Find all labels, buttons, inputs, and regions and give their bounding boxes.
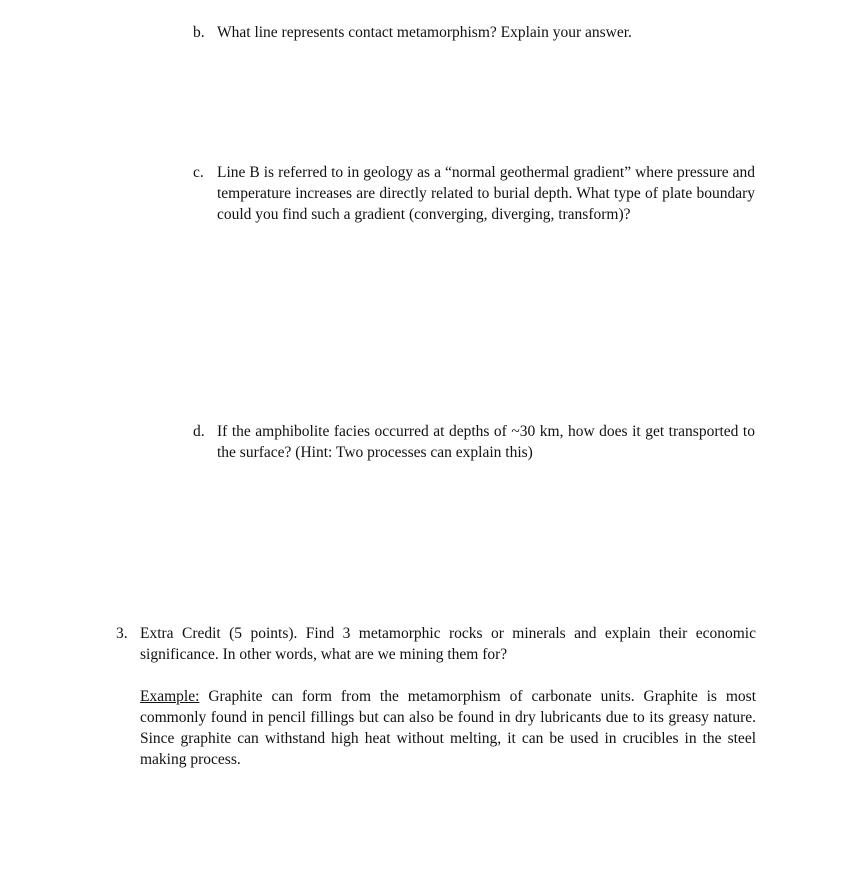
question-c-label: c. xyxy=(193,164,204,181)
question-b-label: b. xyxy=(193,24,205,41)
question-3-text: Extra Credit (5 points). Find 3 metamorphic rocks or minerals and explain their economic significance. In other words, what are we mining them for? xyxy=(140,625,756,663)
question-3-label: 3. xyxy=(116,625,128,642)
question-d-text: If the amphibolite facies occurred at depths of ~30 km, how does it get transported to the surface? (Hint: Two processes can explain this) xyxy=(217,423,755,461)
question-b xyxy=(193,22,763,43)
example-paragraph xyxy=(140,686,756,770)
question-c-text: Line B is referred to in geology as a “normal geothermal gradient” where pressure and temperature increases are directly related to burial depth. What type of plate boundary could you find such a gradient (converging, diverging, transform)? xyxy=(217,164,755,223)
example-label: Example: xyxy=(140,688,200,705)
question-d xyxy=(193,421,755,463)
question-d-label: d. xyxy=(193,423,205,440)
question-b-text: What line represents contact metamorphism? Explain your answer. xyxy=(217,24,632,41)
example-text: Graphite can form from the metamorphism of carbonate units. Graphite is most commonly found in pencil fillings but can also be found in dry lubricants due to its greasy nature. Since graphite can withstand high heat without melting, it can be used in crucibles in the steel making process. xyxy=(140,688,757,768)
question-3 xyxy=(116,623,756,665)
question-c xyxy=(193,162,755,225)
